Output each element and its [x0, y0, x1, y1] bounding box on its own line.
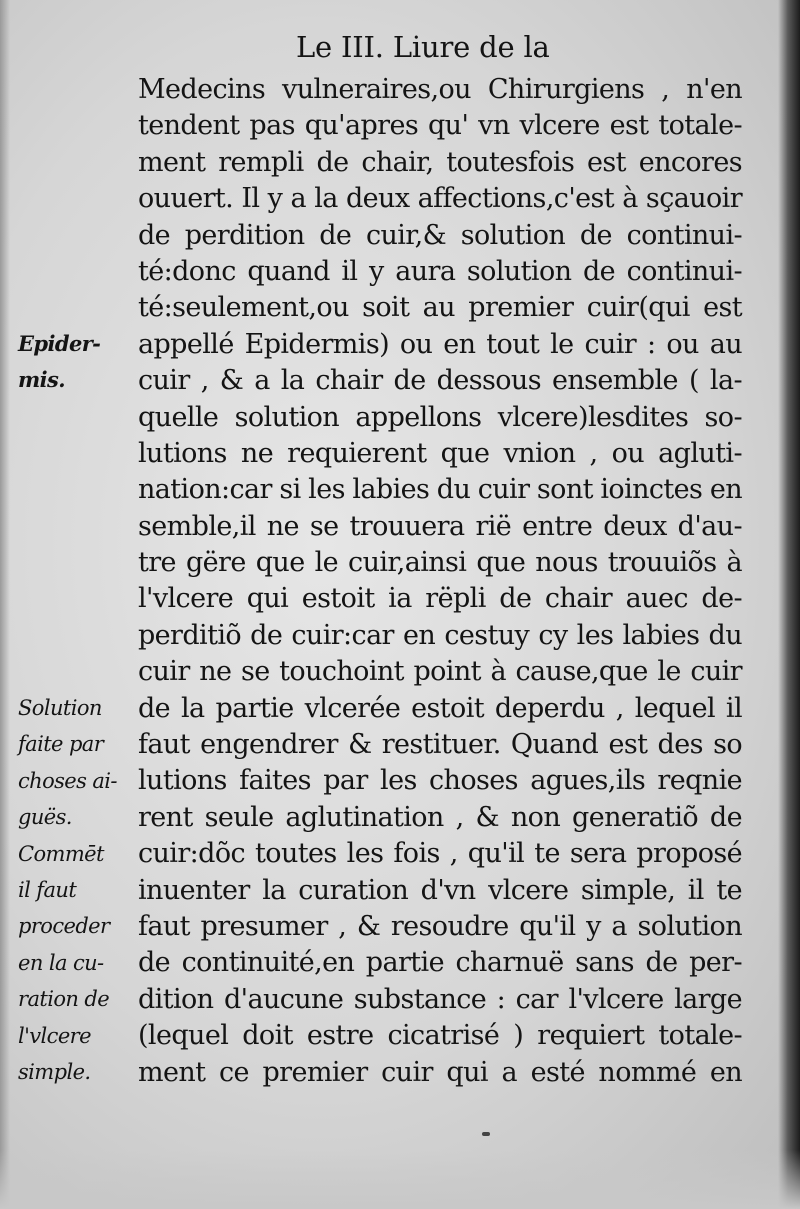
margin-note-line: guës. [18, 805, 72, 830]
text-line: tendent pas qu'apres qu' vn vlcere est totale- [138, 110, 742, 142]
margin-note-line: ration de [18, 987, 110, 1012]
running-head: Le III. Liure de la [296, 30, 550, 64]
text-line: ment ce premier cuir qui a esté nommé en [138, 1056, 742, 1088]
text-line: tre gëre que le cuir,ainsi que nous trouuiõs à [138, 547, 742, 579]
text-line: inuenter la curation d'vn vlcere simple, il te [138, 874, 742, 906]
text-line: lutions ne requierent que vnion , ou agluti- [138, 437, 742, 469]
margin-note-line: faite par [18, 732, 104, 757]
text-line: perditiõ de cuir:car en cestuy cy les labies du [138, 619, 742, 651]
margin-note-line: Commēt [18, 841, 104, 866]
margin-note-solution [18, 690, 117, 1090]
text-line: té:seulement,ou soit au premier cuir(qui est [138, 292, 742, 324]
text-line: rent seule aglutination , & non generatiõ de [138, 801, 742, 833]
text-line: cuir:dõc toutes les fois , qu'il te sera proposé [138, 838, 742, 870]
margin-note-line: mis. [18, 367, 65, 393]
margin-note-line: simple. [18, 1059, 91, 1084]
text-line: l'vlcere qui estoit ia rëpli de chair auec de- [138, 583, 742, 615]
margin-note-line: proceder [18, 914, 110, 939]
body-text [138, 72, 742, 1091]
text-line: de la partie vlcerée estoit deperdu , lequel il [138, 692, 742, 724]
margin-note-line: choses ai- [18, 768, 117, 793]
text-line: semble,il ne se trouuera rië entre deux d'au- [138, 510, 742, 542]
margin-note-line: il faut [18, 877, 77, 902]
text-line: de continuité,en partie charnuë sans de per- [138, 947, 742, 979]
ink-mark [482, 1132, 490, 1136]
text-line: ouuert. Il y a la deux affections,c'est à sçauoir [138, 183, 742, 215]
margin-note-line: Epider- [18, 331, 101, 356]
text-line: quelle solution appellons vlcere)lesdites so- [138, 401, 742, 433]
text-line: cuir , & a la chair de dessous ensemble ( la- [138, 365, 742, 397]
page-left-edge [0, 0, 10, 1209]
text-line: (lequel doit estre cicatrisé ) requiert totale- [138, 1020, 742, 1052]
page-lower-blank [0, 1150, 800, 1209]
text-line: cuir ne se touchoint point à cause,que le cuir [138, 656, 742, 688]
text-line: faut presumer , & resoudre qu'il y a solution [138, 910, 742, 942]
text-line: Medecins vulneraires,ou Chirurgiens , n'en [138, 74, 742, 105]
text-line: appellé Epidermis) ou en tout le cuir : ou au [138, 328, 742, 360]
text-line: lutions faites par les choses agues,ils reqnie [138, 765, 742, 797]
margin-note-line: Solution [18, 696, 102, 720]
margin-note-epidermis [18, 326, 100, 399]
text-line: faut engendrer & restituer. Quand est des so [138, 729, 742, 761]
margin-note-line: en la cu- [18, 950, 104, 975]
text-line: nation:car si les labies du cuir sont ioinctes en [138, 474, 742, 506]
text-line: té:donc quand il y aura solution de continui- [138, 255, 742, 287]
text-line: ment rempli de chair, toutesfois est encores [138, 146, 742, 178]
text-line: de perdition de cuir,& solution de continui- [138, 219, 742, 251]
text-line: dition d'aucune substance : car l'vlcere large [138, 983, 742, 1015]
margin-note-line: l'vlcere [18, 1023, 91, 1048]
binding-gutter [778, 0, 800, 1209]
